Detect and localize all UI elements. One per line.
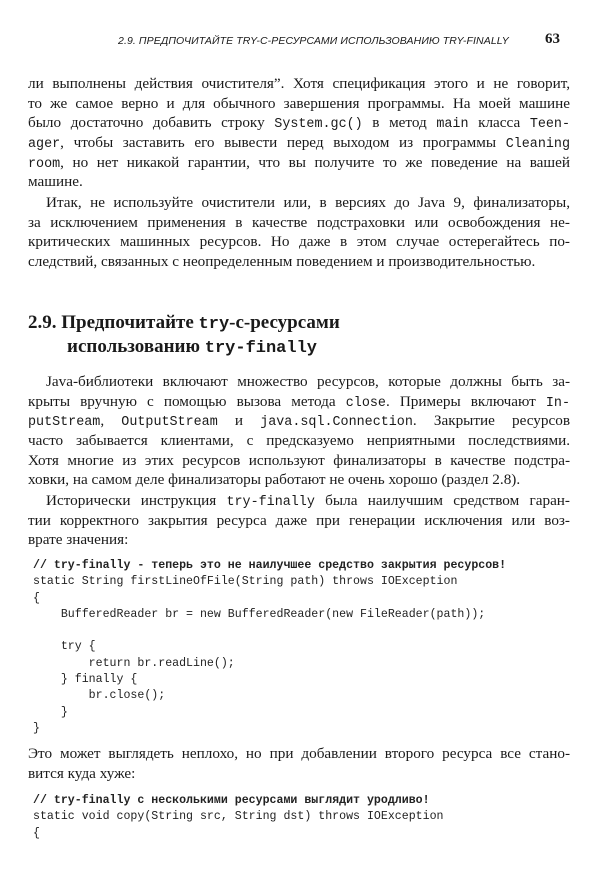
inline-code: In- <box>545 395 570 411</box>
text-line <box>28 113 570 133</box>
text-run: было достаточно добавить строку <box>28 114 275 132</box>
code-listing-copy <box>33 793 444 842</box>
text-line <box>28 232 570 252</box>
code-line: BufferedReader br = new BufferedReader(new FileReader(path)); <box>33 607 486 621</box>
inline-code: System.gc() <box>274 117 363 133</box>
code-line: { <box>33 826 40 840</box>
code-line: } <box>33 721 40 735</box>
code-line: { <box>33 591 40 605</box>
text-run: . Примеры включают <box>385 392 546 410</box>
inline-code: main <box>436 117 469 133</box>
text-run: ховки, на самом деле финализаторы работают не очень хорошо (раздел 2.8). <box>28 471 521 489</box>
text-line <box>28 470 570 490</box>
inline-code: Cleaning <box>505 137 570 153</box>
text-line <box>28 530 570 550</box>
text-run: Хотя многие из этих ресурсов используют финализаторы в качестве подстра- <box>28 451 570 469</box>
heading-line-1 <box>28 311 340 335</box>
inline-code: Teen- <box>529 117 570 133</box>
heading-suffix: -с-ресурсами <box>229 312 340 333</box>
heading-code-try: try <box>198 315 230 334</box>
text-run: ли выполнены действия очистителя”. Хотя спецификация этого и не говорит, <box>28 75 570 92</box>
text-line <box>28 153 570 173</box>
text-run: , чтобы заставить его вывести перед выходом из программы <box>60 134 506 152</box>
code-line: static void copy(String src, String dst) throws IOException <box>33 810 444 824</box>
text-run: за исключением применения в качестве подстраховки или освобождения не- <box>28 213 570 231</box>
text-run: критических машинных ресурсов. Но даже в этом случае остерегайтесь по- <box>28 233 570 251</box>
text-run: и <box>217 412 261 430</box>
code-line: } finally { <box>33 673 138 687</box>
inline-code: room <box>28 156 61 172</box>
paragraph-try-finally-history <box>28 491 570 550</box>
heading-text: 2.9. Предпочитайте <box>28 312 199 333</box>
text-line <box>28 411 570 431</box>
text-run: Исторически инструкция <box>46 492 227 509</box>
text-line <box>28 133 570 153</box>
text-line <box>28 451 570 471</box>
text-run: . Закрытие ресурсов <box>412 412 570 430</box>
text-run: класса <box>468 114 530 132</box>
page-number: 63 <box>545 31 560 47</box>
text-line <box>28 252 570 272</box>
heading-text-2: использованию <box>67 336 205 357</box>
paragraph-second-resource <box>28 744 570 783</box>
text-line <box>28 744 570 764</box>
running-header: 2.9. ПРЕДПОЧИТАЙТЕ TRY-С-РЕСУРСАМИ ИСПОЛЬЗОВАНИЮ TRY-FINALLY <box>118 35 509 47</box>
text-run: Это может выглядеть неплохо, но при добавлении второго ресурса все стано- <box>28 745 570 762</box>
text-line <box>28 74 570 94</box>
text-run: крыты вручную с помощью вызова метода <box>28 392 346 410</box>
text-run: часто забывается клиентами, с предсказуемо неприятными последствиями. <box>28 432 570 450</box>
code-line: try { <box>33 640 96 654</box>
heading-code-try-finally: try-finally <box>204 339 317 358</box>
text-line <box>28 431 570 451</box>
code-listing-first-line-of-file <box>33 558 506 737</box>
text-line <box>28 491 570 511</box>
inline-code: try-finally <box>226 495 315 510</box>
text-line <box>28 764 570 784</box>
code-line: return br.readLine(); <box>33 656 235 670</box>
text-run: была наилучшим средством гаран- <box>314 492 570 509</box>
code-comment: // try-finally с несколькими ресурсами выглядит уродливо! <box>33 794 430 807</box>
heading-line-2 <box>28 335 340 359</box>
text-run: в метод <box>362 114 437 132</box>
text-line <box>28 392 570 412</box>
text-run: врате значения: <box>28 531 129 549</box>
inline-code: ager <box>28 137 61 153</box>
text-line <box>28 94 570 114</box>
paragraph-avoid-cleaners <box>28 193 570 272</box>
text-line <box>28 372 570 392</box>
text-run: вится куда хуже: <box>28 764 136 782</box>
code-line: static String firstLineOfFile(String path) throws IOException <box>33 575 458 589</box>
text-line <box>28 511 570 531</box>
text-run: Java-библиотеки включают множество ресурсов, которые должны быть за- <box>46 373 570 390</box>
section-heading <box>28 311 340 359</box>
text-line <box>28 193 570 213</box>
text-run: Итак, не используйте очистители или, в версиях до Java 9, финализаторы, <box>46 194 570 211</box>
text-run: машине. <box>28 173 83 191</box>
text-line <box>28 172 570 192</box>
code-line <box>33 623 506 639</box>
code-comment: // try-finally - теперь это не наилучшее средство закрытия ресурсов! <box>33 559 507 572</box>
text-run: , <box>100 412 122 430</box>
inline-code: java.sql.Connection <box>260 415 413 431</box>
text-run: следствий, связанных с неопределенным поведением и производительностью. <box>28 253 536 271</box>
text-line <box>28 213 570 233</box>
paragraph-cleaner-note <box>28 74 570 192</box>
inline-code: putStream <box>28 415 101 431</box>
text-run: то же самое верно и для обычного завершения программы. На моей машине <box>28 94 570 112</box>
paragraph-java-resources <box>28 372 570 490</box>
code-line: br.close(); <box>33 689 166 703</box>
text-run: , но нет никакой гарантии, что вы получите то же поведение на вашей <box>60 153 570 171</box>
inline-code: OutputStream <box>121 415 218 431</box>
code-line: } <box>33 705 68 719</box>
text-run: тии корректного закрытия ресурса даже при генерации исключения или воз- <box>28 511 570 529</box>
inline-code: close <box>345 395 386 411</box>
